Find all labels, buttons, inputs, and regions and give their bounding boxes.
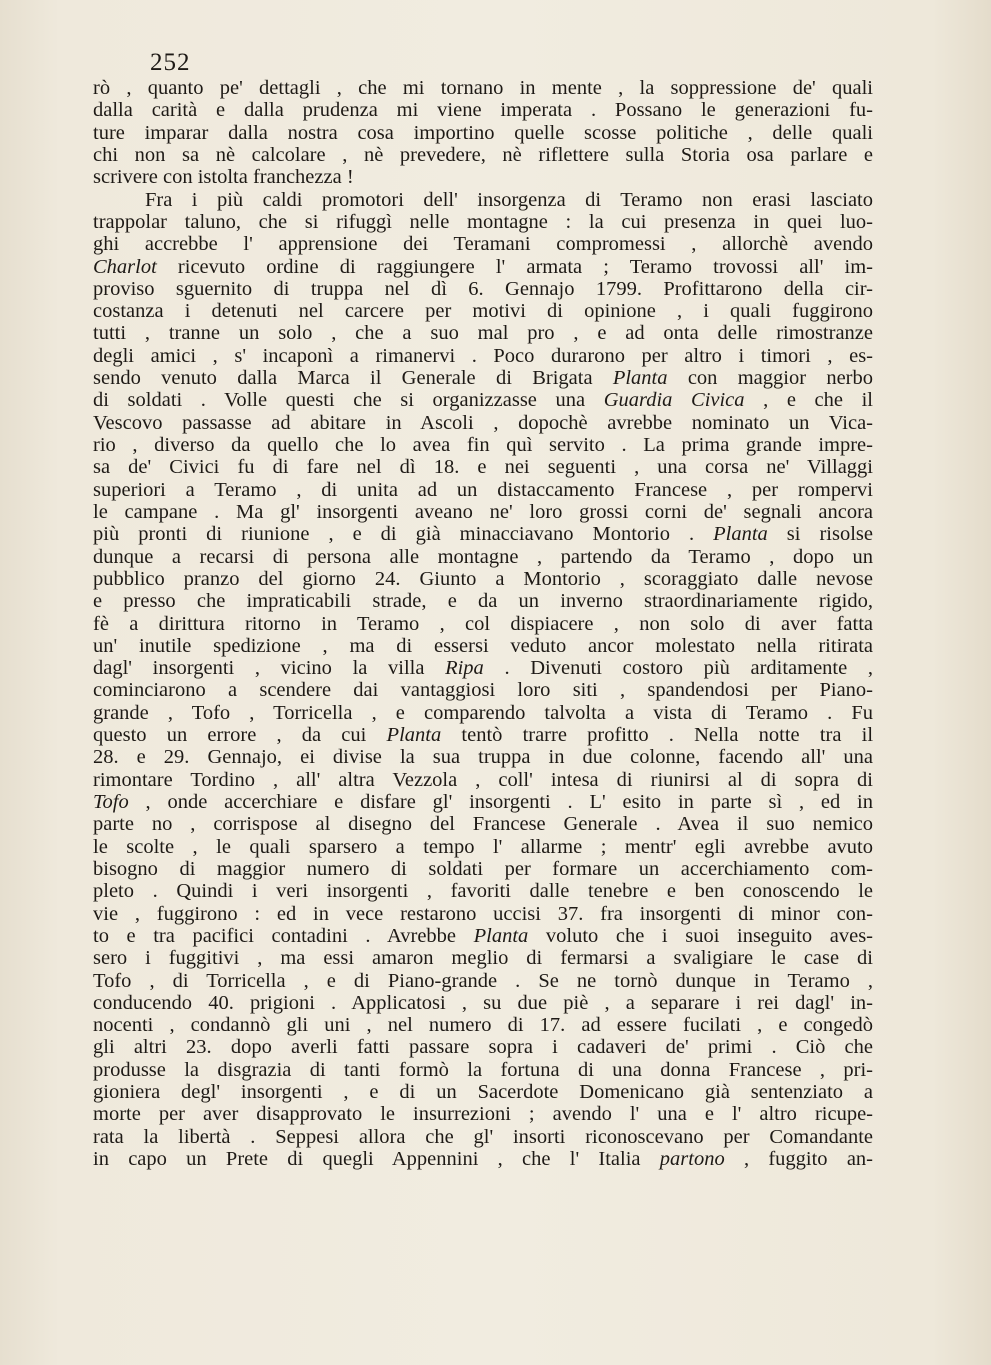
text-segment: in capo un Prete di quegli Appennini , che l' Italia [93, 1148, 660, 1170]
text-segment: ricevuto ordine di raggiungere l' armata ; Teramo trovossi all' im- [156, 255, 873, 278]
text-segment: tentò trarre profitto . Nella notte tra il [441, 724, 873, 747]
text-line: Tofo , di Torricella , e di Piano-grande . Se ne tornò dunque in Teramo , [93, 969, 873, 992]
text-segment: con maggior nerbo [667, 367, 873, 390]
text-line [93, 657, 873, 679]
text-line [93, 1148, 873, 1170]
text-line: degli amici , s' incaponì a rimanervi . Poco durarono per altro i timori , es- [93, 344, 873, 367]
text-line: superiori a Teramo , di unita ad un distaccamento Francese , per rompervi [93, 478, 873, 501]
text-line: tutti , tranne un solo , che a suo mal pro , e ad onta delle rimostranze [93, 322, 873, 345]
text-line: sero i fuggitivi , ma essi amaron meglio di fermarsi a svaligiare le case di [93, 947, 873, 970]
text-line: gioniera degl' insorgenti , e di un Sacerdote Domenicano già sentenziato a [93, 1081, 873, 1104]
text-line: rò , quanto pe' dettagli , che mi tornano in mente , la soppressione de' quali [93, 77, 873, 99]
text-line: le campane . Ma gl' insorgenti aveano ne' loro grossi corni de' segnali ancora [93, 500, 873, 523]
text-line [93, 523, 873, 545]
text-segment: , fuggito an- [724, 1148, 873, 1170]
text-line: bisogno di maggior numero di soldati per formare un accerchiamento com- [93, 857, 873, 880]
text-segment: si risolse [767, 523, 873, 546]
text-line [93, 791, 873, 813]
text-line: rata la libertà . Seppesi allora che gl' insorti riconoscevano per Comandante [93, 1125, 873, 1148]
italic-word: Planta [473, 924, 529, 947]
text-line: Fra i più caldi promotori dell' insorgenza di Teramo non erasi lasciato [145, 188, 873, 211]
text-line: sa de' Civici fu di fare nel dì 18. e nei seguenti , una corsa ne' Villaggi [93, 456, 873, 479]
text-line: un' inutile spedizione , ma di essersi veduto ancor molestato nella ritirata [93, 634, 873, 657]
text-line: rimontare Tordino , all' altra Vezzola , coll' intesa di riunirsi al di sopra di [93, 768, 873, 791]
text-line: chi non sa nè calcolare , nè prevedere, nè riflettere sulla Storia osa parlare e [93, 143, 873, 166]
text-line: conducendo 40. prigioni . Applicatosi , su due piè , a separare i rei dagl' in- [93, 991, 873, 1014]
text-line: pubblico pranzo del giorno 24. Giunto a Montorio , scoraggiato dalle nevose [93, 567, 873, 590]
text-line: costanza i detenuti nel carcere per motivi di opinione , i quali fuggirono [93, 300, 873, 323]
italic-word: Charlot [93, 255, 157, 278]
text-line: proviso sguernito di truppa nel dì 6. Gennajo 1799. Profittarono della cir- [93, 277, 873, 300]
text-line: grande , Tofo , Torricella , e comparendo talvolta a vista di Teramo . Fu [93, 701, 873, 724]
text-segment: sendo venuto dalla Marca il Generale di Brigata [93, 367, 613, 390]
text-line [93, 724, 873, 746]
text-line: rio , diverso da quello che lo avea fin quì servito . La prima grande impre- [93, 434, 873, 456]
text-line [93, 367, 873, 389]
text-line: cominciarono a scendere dai vantaggiosi loro siti , spandendosi per Piano- [93, 679, 873, 702]
italic-word: Planta [612, 367, 668, 390]
body-text [93, 77, 873, 1170]
text-segment: dagl' insorgenti , vicino la villa [93, 657, 446, 680]
text-line: dunque a recarsi di persona alle montagne , partendo da Teramo , dopo un [93, 545, 873, 568]
text-line: morte per aver disapprovato le insurrezioni ; avendo l' una e l' altro ricupe- [93, 1103, 873, 1126]
text-line: Vescovo passasse ad abitare in Ascoli , dopochè avrebbe nominato un Vica- [93, 411, 873, 434]
text-line: ghi accrebbe l' apprensione dei Teramani compromessi , allorchè avendo [93, 233, 873, 256]
text-line: trappolar taluno, che si rifuggì nelle montagne : la cui presenza in quei luo- [93, 210, 873, 233]
text-line: parte no , corrispose al disegno del Francese Generale . Avea il suo nemico [93, 813, 873, 836]
text-line: produsse la disgrazia di tanti formò la fortuna di una donna Francese , pri- [93, 1058, 873, 1081]
text-line: vie , fuggirono : ed in vece restarono uccisi 37. fra insorgenti di minor con- [93, 902, 873, 925]
italic-word: Planta [386, 724, 442, 747]
text-segment: più pronti di riunione , e di già minacciavano Montorio . [93, 523, 714, 546]
text-segment: questo un errore , da cui [93, 724, 387, 747]
text-line: pleto . Quindi i veri insorgenti , favoriti dalle tenebre e ben conoscendo le [93, 880, 873, 903]
text-line: e presso che impraticabili strade, e da un inverno straordinariamente rigido, [93, 590, 873, 613]
italic-word: Planta [713, 523, 768, 546]
text-line: nocenti , condannò gli uni , nel numero di 17. ad essere fucilati , e congedò [93, 1014, 873, 1037]
text-line: 28. e 29. Gennajo, ei divise la sua truppa in due colonne, facendo all' una [93, 746, 873, 769]
text-segment: to e tra pacifici contadini . Avrebbe [93, 924, 474, 947]
text-line [93, 256, 873, 278]
text-line: ture imparar dalla nostra cosa importino quelle scosse politiche , delle quali [93, 121, 873, 144]
text-line: dalla carità e dalla prudenza mi viene imperata . Possano le generazioni fu- [93, 99, 873, 122]
text-segment: di soldati . Volle questi che si organizzasse una [93, 389, 604, 412]
text-line [93, 925, 873, 947]
text-segment: . Divenuti costoro più arditamente , [483, 657, 873, 680]
text-segment: , onde accerchiare e disfare gl' insorgenti . L' esito in parte sì , ed in [128, 791, 873, 813]
text-line: gli altri 23. dopo averli fatti passare sopra i cadaveri de' primi . Ciò che [93, 1036, 873, 1059]
text-segment: , e che il [744, 389, 873, 412]
page-number: 252 [150, 49, 191, 76]
text-line: fè a dirittura ritorno in Teramo , col dispiacere , non solo di aver fatta [93, 612, 873, 635]
text-segment: voluto che i suoi inseguito aves- [528, 924, 873, 947]
italic-word: Ripa [445, 657, 484, 680]
text-line: scrivere con istolta franchezza ! [93, 166, 354, 189]
italic-word: Guardia Civica [603, 389, 745, 412]
text-line: le scolte , le quali sparsero a tempo l' allarme ; mentr' egli avrebbe avuto [93, 835, 873, 858]
italic-word: Tofo [93, 791, 129, 813]
italic-word: partono [659, 1148, 725, 1170]
text-line [93, 389, 873, 411]
